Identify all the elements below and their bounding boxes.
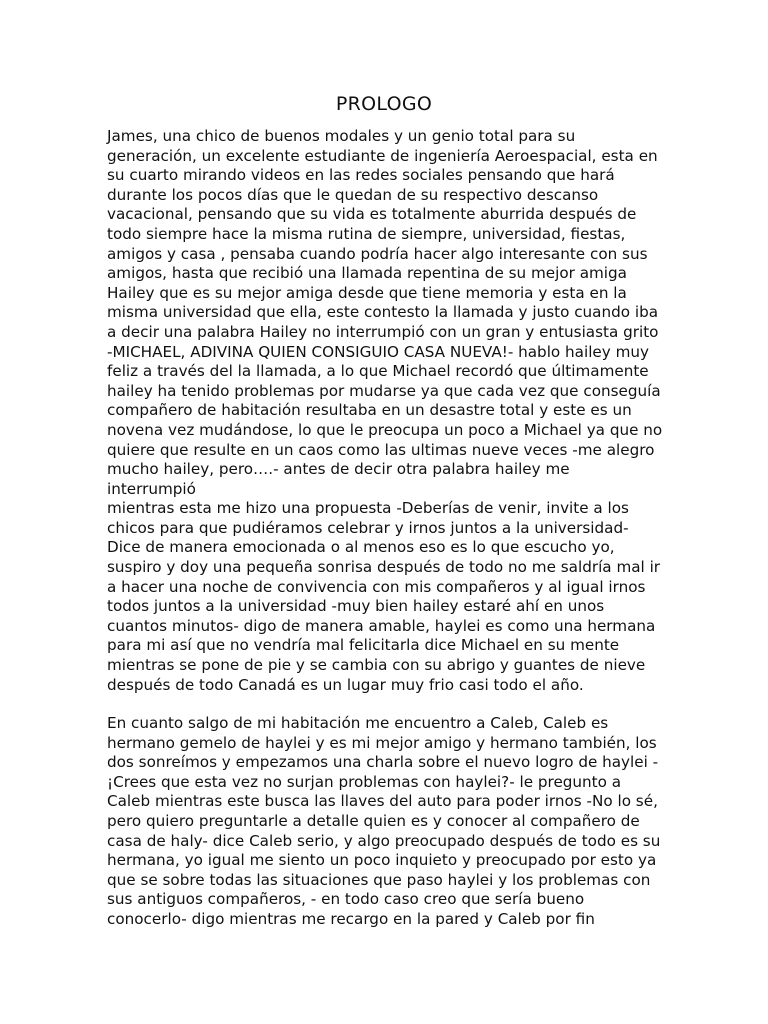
paragraph-1: James, una chico de buenos modales y un genio total para su generación, un excelente estudiante de ingeniería Aeroespacial, esta en su cuarto mirando videos en las redes sociales pensando que hará durante los pocos días que le quedan de su respectivo descanso vacacional, pensando que su vida es totalmente aburrida después de todo siempre hace la misma rutina de siempre, universidad, fiestas, amigos y casa , pensaba cuando podría hacer algo interesante con sus amigos, hasta que recibió una llamada repentina de su mejor amiga Hailey que es su mejor amiga desde que tiene memoria y esta en la misma universidad que ella, este contesto la llamada y justo cuando iba a decir una palabra Hailey no interrumpió con un gran y entusiasta grito -MICHAEL, ADIVINA QUIEN CONSIGUIO CASA NUEVA!- hablo hailey muy feliz a través del la llamada, a lo que Michael recordó que últimamente hailey ha tenido problemas por mudarse ya que cada vez que conseguía compañero de habitación resultaba en un desastre total y este es un novena vez mudándose, lo que le preocupa un poco a Michael ya que no quiere que resulte en un caos como las ultimas nueve veces -me alegro mucho hailey, pero….- antes de decir otra palabra hailey me interrumpió mientras esta me hizo una propuesta -Deberías de venir, invite a los chicos para que pudiéramos celebrar y irnos juntos a la universidad- Dice de manera emocionada o al menos eso es lo que escucho yo, suspiro y doy una pequeña sonrisa después de todo no me saldría mal ir a hacer una noche de convivencia con mis compañeros y al igual irnos todos juntos a la universidad -muy bien hailey estaré ahí en unos cuantos minutos- digo de manera amable, haylei es como una hermana para mi así que no vendría mal felicitarla dice Michael en su mente mientras se pone de pie y se cambia con su abrigo y guantes de nieve después de todo Canadá es un lugar muy frio casi todo el año.	[107, 127, 663, 694]
paragraph-2: En cuanto salgo de mi habitación me encuentro a Caleb, Caleb es hermano gemelo de haylei y es mi mejor amigo y hermano también, los dos sonreímos y empezamos una charla sobre el nuevo logro de haylei - ¡Crees que esta vez no surjan problemas con haylei?- le pregunto a Caleb mientras este busca las llaves del auto para poder irnos -No lo sé, pero quiero preguntarle a detalle quien es y conocer al compañero de casa de haly- dice Caleb serio, y algo preocupado después de todo es su hermana, yo igual me siento un poco inquieto y preocupado por esto ya que se sobre todas las situaciones que paso haylei y los problemas con sus antiguos compañeros, - en todo caso creo que sería bueno conocerlo- digo mientras me recargo en la pared y Caleb por fin	[107, 714, 661, 928]
page-title: PROLOGO	[335, 93, 433, 115]
